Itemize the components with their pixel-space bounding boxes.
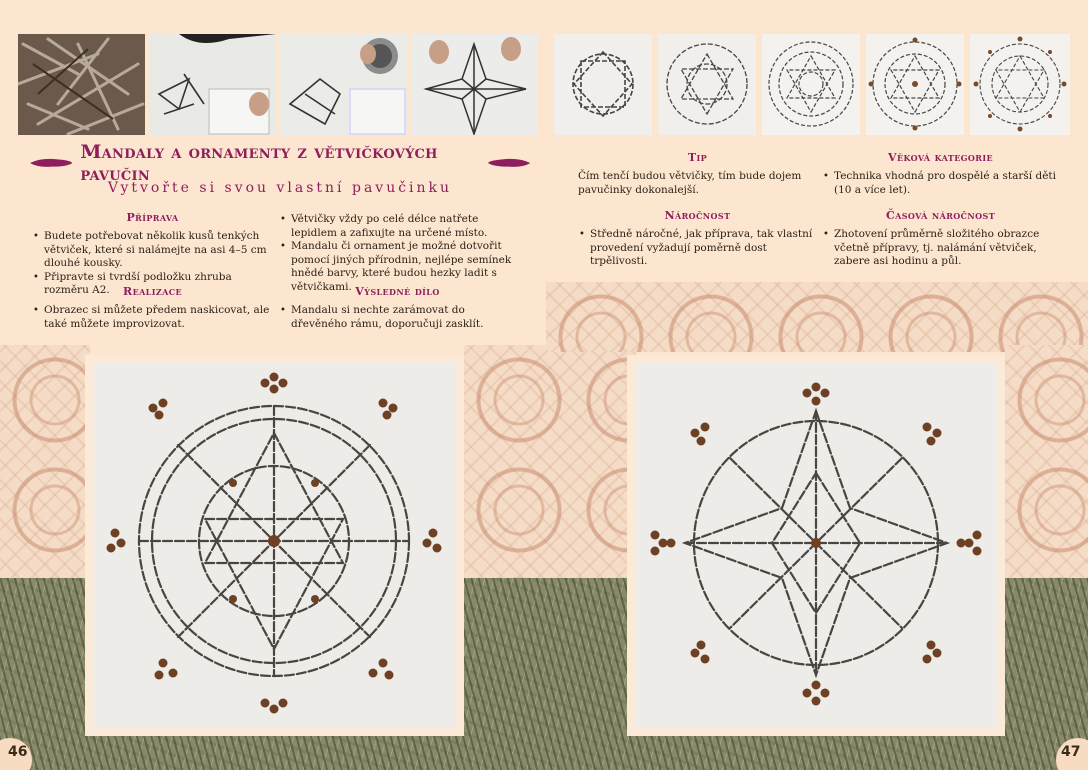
heading-realizace: Realizace — [123, 285, 182, 298]
list-narocnost — [578, 228, 818, 269]
title-row — [30, 141, 530, 185]
list-item: • Mandalu si nechte zarámovat do dřevěného rámu, doporučuji zasklít. — [279, 304, 519, 331]
ornament-texture-right — [546, 282, 1088, 352]
heading-vekova-kategorie: Věková kategorie — [888, 151, 993, 164]
list-postup — [279, 213, 519, 294]
ornament-texture-center — [464, 345, 636, 580]
list-item: • Technika vhodná pro dospělé a starší děti (10 a více let). — [822, 170, 1058, 197]
list-item: • Větvičky vždy po celé délce natřete lepidlem a zafixujte na určené místo. — [279, 213, 519, 240]
list-casova-narocnost — [822, 228, 1058, 269]
mandala-photo-left — [93, 363, 456, 728]
photo-mandala-step-2 — [658, 34, 756, 135]
mandala-photo-right — [635, 363, 997, 728]
heading-vysledne-dilo: Výsledné dílo — [355, 285, 440, 298]
heading-tip: Tip — [687, 151, 708, 164]
brush-ornament-right-icon — [488, 157, 530, 169]
tip-text: Čím tenčí budou větvičky, tím bude dojem pavučinky dokonalejší. — [578, 170, 802, 196]
ornament-texture-left — [0, 345, 90, 580]
photo-twigs — [18, 34, 145, 135]
heading-casova-narocnost: Časová náročnost — [885, 209, 996, 222]
photo-mandala-step-1 — [554, 34, 652, 135]
page-subtitle: Vytvořte si svou vlastní pavučinku — [107, 180, 453, 196]
page-title: Mandaly a ornamenty z větvičkových pavučin — [80, 141, 438, 185]
mandala-photo-right-frame — [627, 355, 1005, 736]
photo-mandala-step-3 — [762, 34, 860, 135]
list-item: • Středně náročné, jak příprava, tak vlastní provedení vyžadují poměrně dost trpělivosti. — [578, 228, 818, 269]
list-vysledne-dilo — [279, 304, 519, 331]
list-vekova-kategorie — [822, 170, 1058, 197]
photo-sketch-1 — [149, 34, 276, 135]
heading-narocnost: Náročnost — [664, 209, 731, 222]
list-item: • Mandalu či ornament je možné dotvořit pomocí jiných přírodnin, nejlépe semínek hnědé barvy, které budou hezky ladit s větvičkami. — [279, 240, 519, 294]
photo-sketch-3 — [411, 34, 538, 135]
list-item: • Budete potřebovat několik kusů tenkých větviček, které si nalámejte na asi 4–5 cm dlouhé kousky. — [32, 230, 270, 271]
photo-sketch-2 — [280, 34, 407, 135]
mandala-photo-left-frame — [85, 355, 464, 736]
brush-ornament-left-icon — [30, 157, 72, 169]
heading-priprava: Příprava — [126, 211, 179, 224]
photo-mandala-step-4 — [866, 34, 964, 135]
photo-mandala-step-5 — [970, 34, 1070, 135]
list-item: • Připravte si tvrdší podložku zhruba rozměru A2. — [32, 271, 270, 298]
ornament-texture-right-edge — [1005, 345, 1088, 580]
page-number-left: 46 — [0, 738, 32, 770]
list-item: • Obrazec si můžete předem naskicovat, ale také můžete improvizovat. — [32, 304, 270, 331]
list-item: • Zhotovení průměrně složitého obrazce včetně přípravy, tj. nalámání větviček, zabere asi hodinu a půl. — [822, 228, 1058, 269]
list-realizace — [32, 304, 270, 331]
page-number-right: 47 — [1056, 738, 1088, 770]
